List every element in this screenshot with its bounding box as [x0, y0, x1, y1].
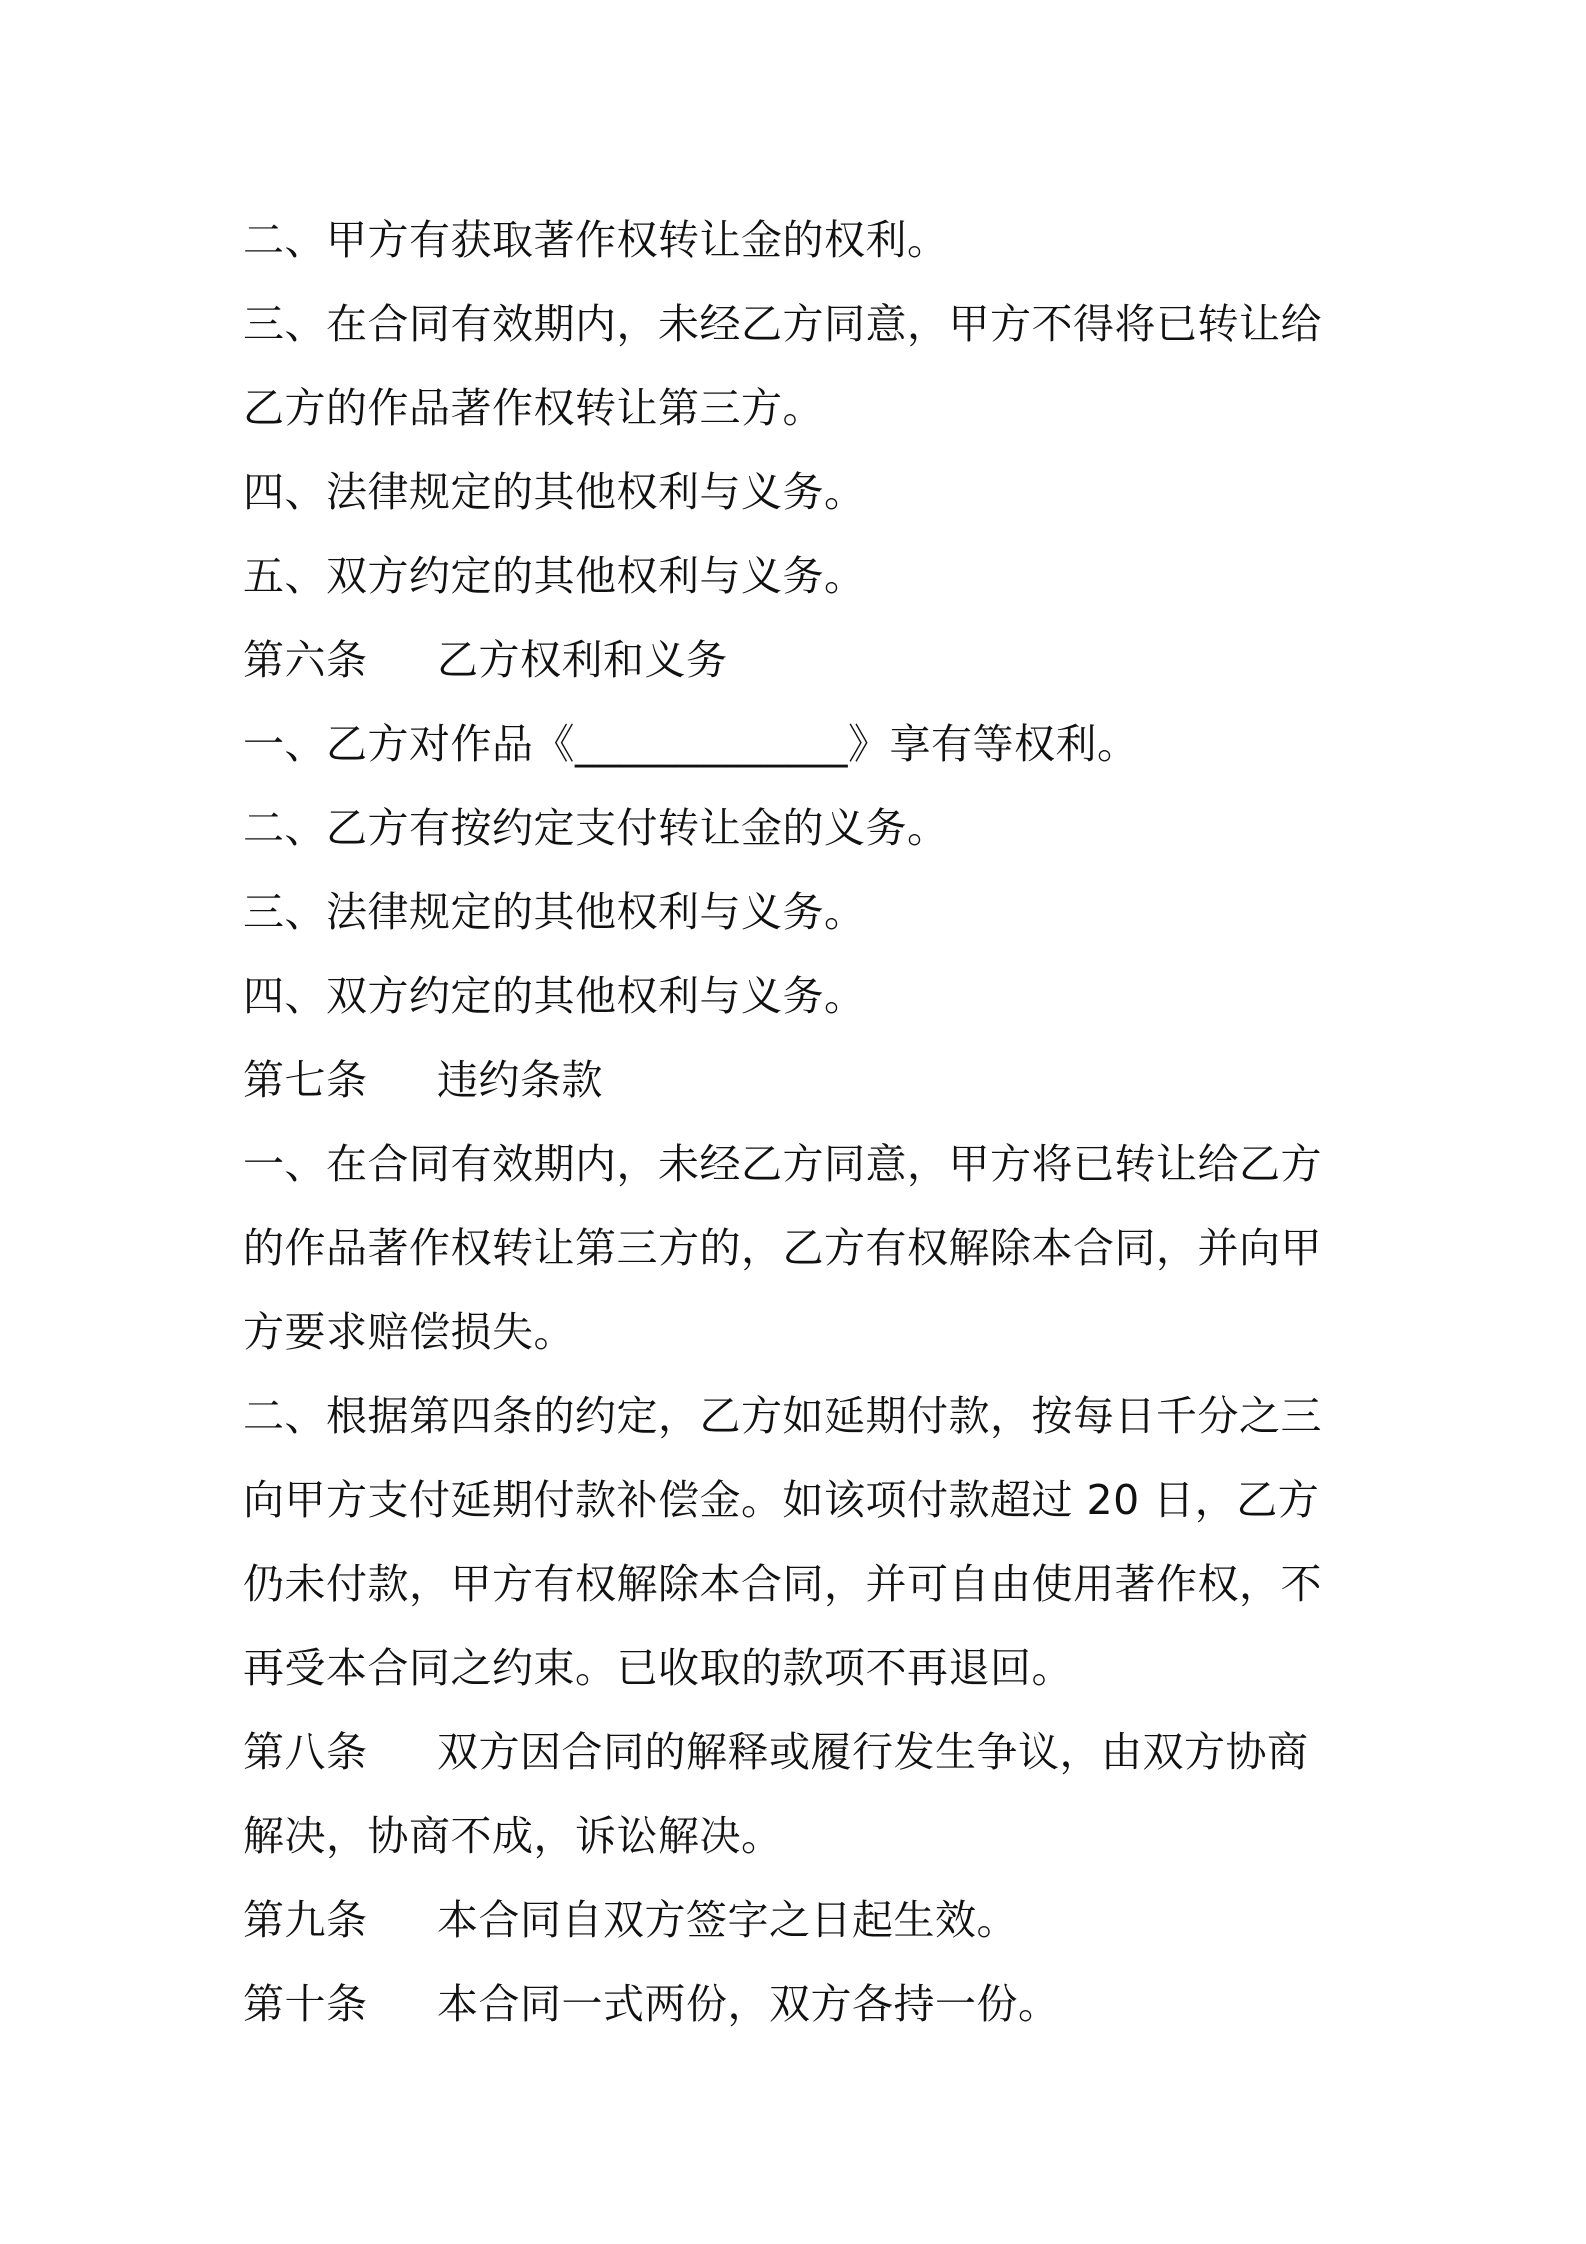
text-line: 三、在合同有效期内，未经乙方同意，甲方不得将已转让给	[243, 300, 1322, 348]
article-7-heading	[243, 1038, 1355, 1122]
text-line: 一、在合同有效期内，未经乙方同意，甲方将已转让给乙方	[243, 1140, 1322, 1188]
text-line: 五、双方约定的其他权利与义务。	[243, 552, 866, 600]
text-line: 向甲方支付延期付款补偿金。如该项付款超过 20 日，乙方	[243, 1476, 1320, 1524]
article-6-heading	[243, 618, 1355, 702]
article-label: 第七条	[243, 1056, 368, 1104]
article-title: 违约条款	[437, 1056, 603, 1104]
article-label: 第十条	[243, 1980, 368, 2028]
article-text: 本合同自双方签字之日起生效。	[437, 1896, 1018, 1944]
article-text: 本合同一式两份，双方各持一份。	[437, 1980, 1060, 2028]
text-line: 方要求赔偿损失。	[243, 1308, 575, 1356]
article-9-heading	[243, 1878, 1355, 1962]
text-line: 乙方的作品著作权转让第三方。	[243, 384, 824, 432]
contract-body	[243, 198, 1355, 2046]
text-line: 三、法律规定的其他权利与义务。	[243, 888, 866, 936]
text-line: 一、乙方对作品《_____________》享有等权利。	[243, 720, 1139, 768]
text-line: 的作品著作权转让第三方的，乙方有权解除本合同，并向甲	[243, 1224, 1322, 1272]
text-line: 再受本合同之约束。已收取的款项不再退回。	[243, 1644, 1073, 1692]
article-label: 第九条	[243, 1896, 368, 1944]
text-line: 二、甲方有获取著作权转让金的权利。	[243, 216, 949, 264]
article-label: 第八条	[243, 1728, 368, 1776]
article-label: 第六条	[243, 636, 368, 684]
text-line: 二、乙方有按约定支付转让金的义务。	[243, 804, 949, 852]
text-line: 解决，协商不成，诉讼解决。	[243, 1812, 783, 1860]
article-text: 双方因合同的解释或履行发生争议，由双方协商	[437, 1728, 1309, 1776]
text-line: 四、法律规定的其他权利与义务。	[243, 468, 866, 516]
text-line: 二、根据第四条的约定，乙方如延期付款，按每日千分之三	[243, 1392, 1322, 1440]
article-8-heading	[243, 1710, 1355, 1794]
text-line: 仍未付款，甲方有权解除本合同，并可自由使用著作权，不	[243, 1560, 1322, 1608]
article-10-heading	[243, 1962, 1355, 2046]
article-title: 乙方权利和义务	[437, 636, 728, 684]
text-line: 四、双方约定的其他权利与义务。	[243, 972, 866, 1020]
